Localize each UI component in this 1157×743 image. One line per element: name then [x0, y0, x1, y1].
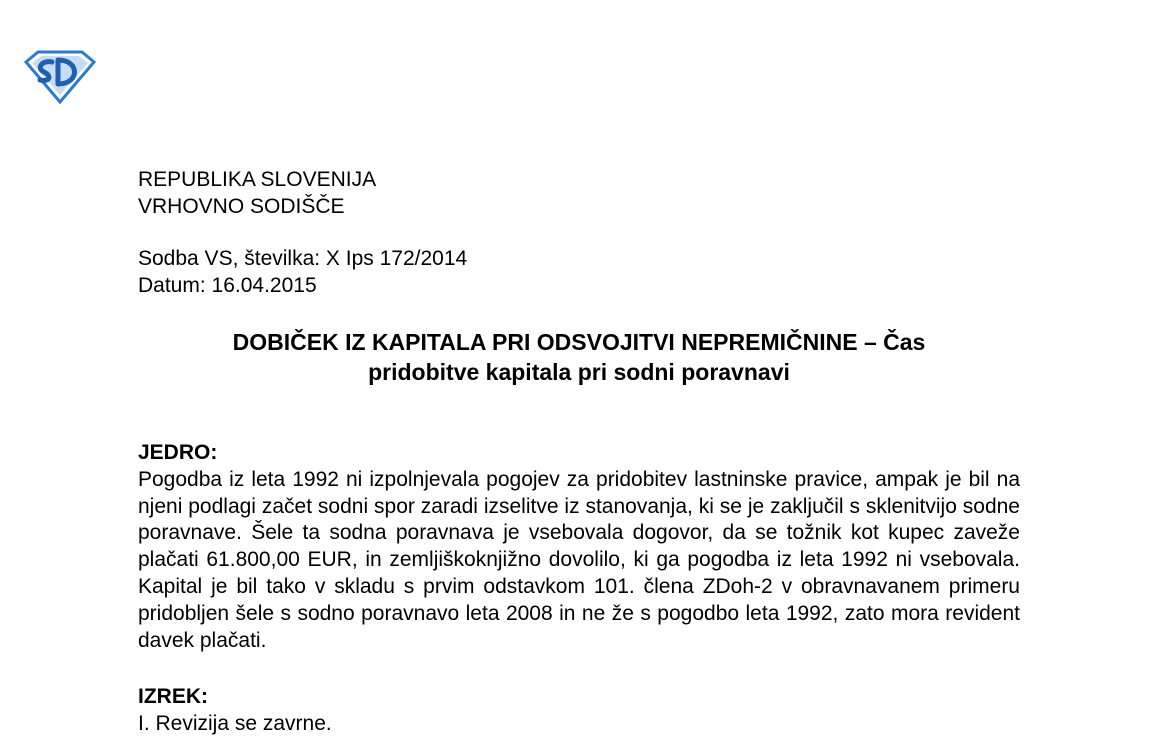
- title-line-2: pridobitve kapitala pri sodni poravnavi: [368, 359, 790, 385]
- jedro-heading: JEDRO:: [138, 441, 218, 464]
- izrek-item-1: I. Revizija se zavrne.: [138, 711, 332, 735]
- court-header: [138, 166, 376, 220]
- izrek-heading: IZREK:: [138, 685, 208, 708]
- case-meta: [138, 245, 467, 299]
- court-logo: [22, 48, 96, 104]
- title-line-1: DOBIČEK IZ KAPITALA PRI ODSVOJITVI NEPREMIČNINE – Čas: [232, 329, 926, 355]
- izrek-section: [138, 684, 1020, 738]
- document-title: [138, 327, 1020, 387]
- republic-name: REPUBLIKA SLOVENIJA: [138, 168, 377, 191]
- judgment-date: Datum: 16.04.2015: [138, 274, 317, 297]
- case-number: Sodba VS, številka: X Ips 172/2014: [138, 247, 468, 270]
- court-name: VRHOVNO SODIŠČE: [138, 195, 345, 218]
- jedro-section: [138, 440, 1020, 654]
- jedro-text: Pogodba iz leta 1992 ni izpolnjevala pogojev za pridobitev lastninske pravice, ampak je bil na njeni podlagi začet sodni spor zaradi izselitve iz stanovanja, ki se je zaključil s sklenitvijo sodne poravnave. Šele ta sodna poravnava je vsebovala dogovor, da se tožnik kot kupec zaveže plačati 61.800,00 EUR, in zemljiškoknjižno dovolilo, ki ga pogodba iz leta 1992 ni vsebovala. Kapital je bil tako v skladu s prvim odstavkom 101. člena ZDoh-2 v obravnavanem primeru pridobljen šele s sodno poravnavo leta 2008 in ne že s pogodbo leta 1992, zato mora revident davek plačati.: [138, 467, 1020, 652]
- court-logo-icon: [22, 48, 96, 104]
